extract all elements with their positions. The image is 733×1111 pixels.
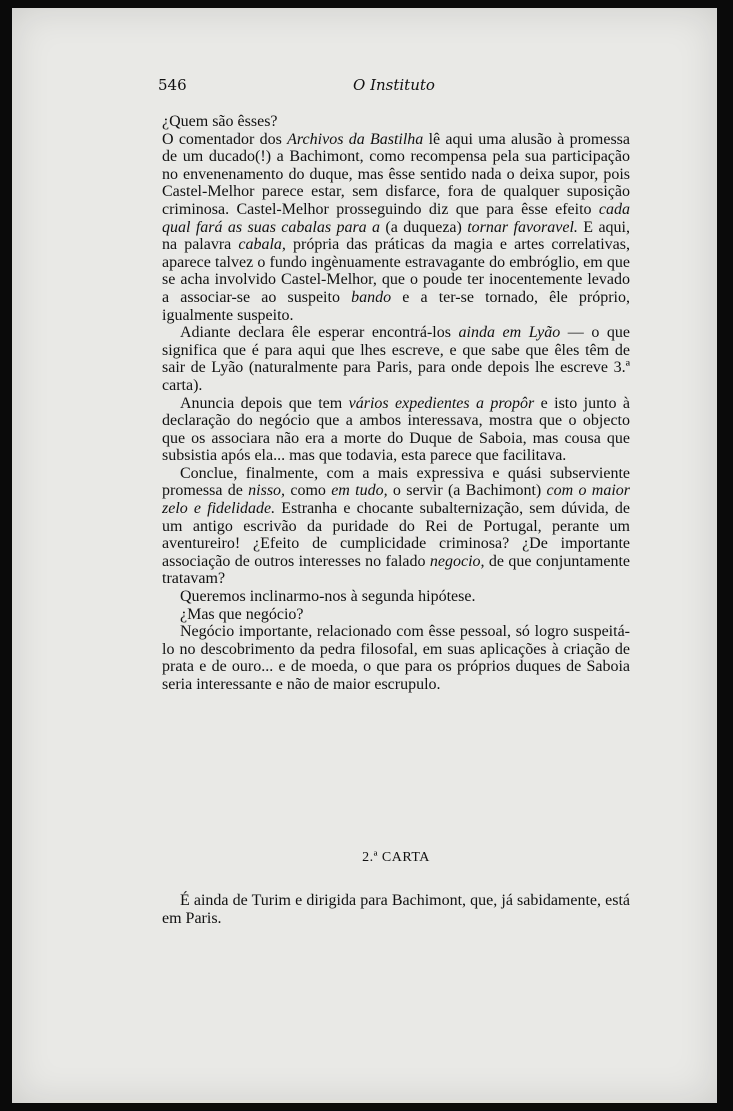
italic-phrase: negocio, — [429, 552, 485, 570]
text-run: própria das práticas da magia e artes correlativas, aparece talvez o fundo ingènuamente estravagante do embróglio, em que se acha involvido Castel-Melhor, que o poude ter inocentemente levado a associar-se ao suspeito — [162, 236, 630, 306]
text-run: (a duqueza) — [380, 218, 468, 236]
closing-text — [162, 892, 630, 927]
italic-phrase: cada qual fará as suas cabalas para a — [162, 200, 630, 236]
text-run: o servir (a Bachimont) — [387, 482, 547, 500]
italic-phrase: Archivos da Bastilha — [287, 130, 424, 148]
body-paragraph — [162, 465, 630, 588]
closing-paragraph: É ainda de Turim e dirigida para Bachimont, que, já sabidamente, está em Paris. — [162, 892, 630, 927]
body-paragraph — [162, 395, 630, 465]
body-paragraph — [162, 324, 630, 394]
text-run: como — [285, 482, 332, 500]
italic-phrase: cabala, — [238, 236, 286, 254]
body-paragraph: ¿Quem são êsses? — [162, 113, 278, 130]
text-run: Anuncia depois que tem — [180, 394, 349, 412]
page-header — [158, 76, 448, 96]
text-run: de que conjuntamente tratavam? — [162, 552, 631, 588]
page-number: 546 — [158, 76, 187, 94]
text-run: E aqui, na palavra — [162, 218, 631, 254]
italic-phrase: tornar favoravel. — [467, 218, 578, 236]
section-title: 2.ª CARTA — [362, 850, 430, 865]
italic-phrase: com o maior zelo e fidelidade. — [162, 482, 630, 518]
body-paragraph: Negócio importante, relacionado com êsse pessoal, só logro suspeitá-lo no descobrimento da pedra filosofal, em suas aplicações à criação de prata e de ouro... e de moeda, o que para os próprios duques de Saboia seria interessante e não de maior escrupulo. — [162, 623, 630, 693]
body-paragraph — [162, 131, 630, 325]
text-run: e a ter-se tornado, êle próprio, igualmente suspeito. — [162, 288, 630, 324]
body-paragraph: Queremos inclinarmo-nos à segunda hipótese. — [180, 588, 476, 606]
italic-phrase: bando — [351, 288, 392, 306]
italic-phrase: em tudo, — [331, 482, 388, 500]
italic-phrase: nisso, — [248, 482, 286, 500]
text-run: Conclue, finalmente, com a mais expressiva e quási subserviente promessa de — [162, 464, 630, 500]
italic-phrase: vários expedientes a propôr — [348, 394, 535, 412]
page-body — [162, 113, 630, 694]
text-run: O comentador dos — [162, 130, 288, 148]
italic-phrase: ainda em Lyão — [458, 324, 561, 342]
body-paragraph: ¿Mas que negócio? — [180, 605, 304, 623]
text-run: Estranha e chocante subalternização, sem dúvida, de um antigo escrivão da puridade do Rei de Portugal, perante um aventureiro! ¿Efeito de cumplicidade criminosa? ¿De importante associação de outros interesses no falado — [162, 500, 631, 570]
text-run: lê aqui uma alusão à promessa de um ducado(!) a Bachimont, como recompensa pela sua participação no envenenamento do duque, mas êsse sentido nada o deixa supor, pois Castel-Melhor parece estar, sem disfarce, fora de qualquer suposição criminosa. Castel-Melhor prosseguindo diz que para êsse efeito — [162, 130, 631, 218]
text-run: — o que significa que é para aqui que lhes escreve, e que sabe que êles têm de sair de Lyão (naturalmente para Paris, para onde depois lhe escreve 3.ª carta). — [162, 324, 630, 394]
text-run: e isto junto à declaração do negócio que a ambos interessava, mostra que o objecto que os associara não era a morte do Duque de Saboia, mas cousa que subsistia após ela... mas que todavia, esta parece que facilitava. — [162, 394, 630, 465]
running-title: O Instituto — [353, 76, 435, 94]
text-run: Adiante declara êle esperar encontrá-los — [180, 324, 459, 342]
